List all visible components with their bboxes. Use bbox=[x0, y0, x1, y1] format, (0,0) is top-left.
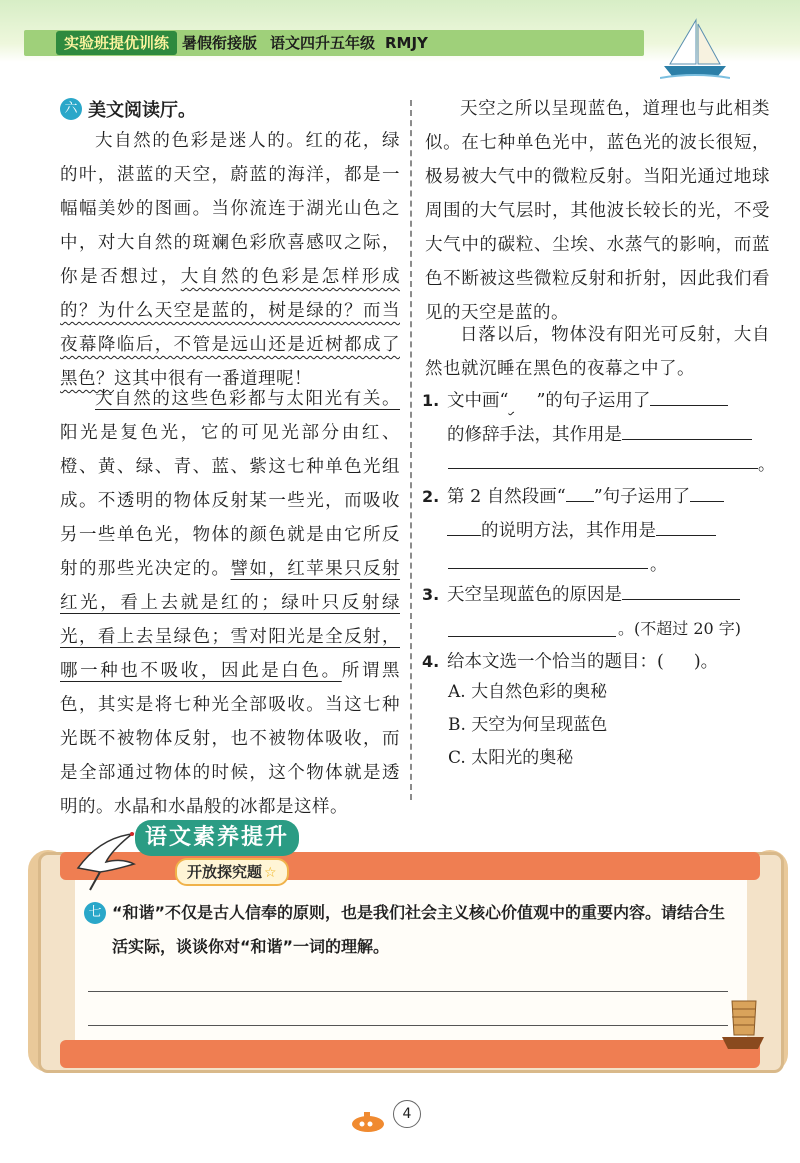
q1-answer-line[interactable] bbox=[448, 440, 758, 469]
column-divider bbox=[410, 100, 412, 800]
p1-wavy-sentence: 大自然的色彩是怎样形成的？为什么天空是蓝的，树是绿的？而当夜幕降临后，不管是远山还是近树都成了黑色？ bbox=[60, 267, 400, 389]
grade-label: 语文四升五年级 bbox=[270, 34, 376, 52]
section7-question: “和谐”不仅是古人信奉的原则，也是我们社会主义核心价值观中的重要内容。请结合生活实际，谈谈你对“和谐”一词的理解。 bbox=[112, 903, 726, 956]
p2-underlined-1: 大自然的这些色彩都与太阳光有关。 bbox=[95, 389, 400, 409]
q2-blank-3[interactable] bbox=[656, 534, 716, 536]
q2-underline-mark bbox=[566, 500, 594, 502]
q2-blank-1[interactable] bbox=[690, 500, 724, 502]
q1-text-b: ”的句子运用了 bbox=[536, 391, 651, 411]
article-paragraph-3: 天空之所以呈现蓝色，道理也与此相类似。在七种单色光中，蓝色光的波长很短，极易被大气中的微粒反射。当阳光通过地球周围的大气层时，其他波长较长的光，不受大气中的碳粒、尘埃、水蒸气的影响，而蓝色不断被这些微粒反射和折射，因此我们看见的天空是蓝的。 bbox=[425, 99, 770, 323]
q4-option-b[interactable]: B. 天空为何呈现蓝色 bbox=[448, 715, 608, 735]
junk-boat-icon bbox=[718, 995, 768, 1055]
q1-blank-1[interactable] bbox=[650, 404, 728, 406]
code-label: RMJY bbox=[385, 34, 428, 52]
article-paragraph-2 bbox=[60, 382, 400, 824]
q2-text-b: ”句子运用了 bbox=[593, 487, 691, 507]
section7-badge: 七 bbox=[84, 902, 106, 924]
scroll-bottom-band bbox=[60, 1040, 760, 1068]
p1-text-a: 大自然的色彩是迷人的。红的花，绿的叶，湛蓝的天空，蔚蓝的海洋，都是一幅幅美妙的图画。当你流连于湖光山色之中，对大自然的斑斓色彩欣喜感叹之际，你是否想过， bbox=[60, 131, 400, 287]
q4-number: 4. bbox=[422, 652, 440, 671]
answer-line-2[interactable] bbox=[88, 1024, 728, 1026]
q4-text-a: 给本文选一个恰当的题目：( bbox=[447, 652, 664, 672]
p2-text-b: 所谓黑色，其实是将七种光全部吸收。当这七种光既不被物体反射，也不被物体吸收，而是全部通过物体的时候，这个物体就是透明的。水晶和水晶般的冰都是这样。 bbox=[60, 661, 400, 817]
q2-blank-2[interactable] bbox=[447, 534, 481, 536]
q2-answer-line[interactable] bbox=[448, 540, 648, 569]
q3-blank-1[interactable] bbox=[622, 598, 740, 600]
section6-title: 美文阅读厅。 bbox=[88, 100, 196, 121]
q3-number: 3. bbox=[422, 585, 440, 604]
q3-answer-line[interactable] bbox=[448, 608, 616, 637]
question-4 bbox=[422, 645, 775, 679]
article-paragraph-1 bbox=[60, 124, 400, 396]
banner-subtitle bbox=[175, 858, 289, 886]
article-paragraph-4: 日落以后，物体没有阳光可反射，大自然也就沉睡在黑色的夜幕之中了。 bbox=[425, 325, 770, 379]
q1-number: 1. bbox=[422, 391, 440, 410]
q2-end-mark: 。 bbox=[650, 555, 667, 575]
p2-text-a: 阳光是复色光，它的可见光部分由红、橙、黄、绿、青、蓝、紫这七种单色光组成。不透明的物体反射某一些光，而吸收另一些单色光，物体的颜色就是由它所反射的那些光决定的。 bbox=[60, 423, 400, 579]
crane-icon bbox=[70, 828, 140, 898]
answer-line-1[interactable] bbox=[88, 990, 728, 992]
p2-underlined-2: 譬如，红苹果只反射红光，看上去就是红的；绿叶只反射绿光，看上去呈绿色；雪对阳光是全反射，哪一种也不吸收，因此是白色。 bbox=[60, 559, 401, 681]
q3-text-a: 天空呈现蓝色的原因是 bbox=[447, 585, 622, 605]
q4-text-b: )。 bbox=[693, 652, 719, 672]
q3-note: 。(不超过 20 字) bbox=[618, 619, 742, 638]
banner-subtitle-text: 开放探究题 bbox=[187, 863, 263, 881]
banner-title: 语文素养提升 bbox=[135, 820, 299, 856]
q4-option-a[interactable]: A. 大自然色彩的奥秘 bbox=[448, 682, 608, 702]
q2-text-c: 的说明方法，其作用是 bbox=[481, 521, 656, 541]
page-number: 4 bbox=[393, 1100, 421, 1128]
q1-text-c: 的修辞手法，其作用是 bbox=[447, 425, 622, 445]
scroll-top-band bbox=[60, 852, 760, 880]
q2-number: 2. bbox=[422, 487, 440, 506]
q1-end-mark: 。 bbox=[758, 455, 775, 475]
star-icon: ☆ bbox=[264, 865, 277, 881]
section6-badge: 六 bbox=[60, 98, 82, 120]
q1-wavy-mark bbox=[508, 384, 536, 418]
question-3 bbox=[422, 578, 775, 612]
submarine-icon bbox=[346, 1108, 388, 1134]
edition-label: 暑假衔接版 bbox=[182, 34, 258, 52]
q1-text-a: 文中画“ bbox=[447, 391, 509, 411]
brand-label: 实验班提优训练 bbox=[56, 31, 177, 55]
p1-text-b: 这其中很有一番道理呢！ bbox=[114, 369, 312, 389]
sailboat-icon bbox=[660, 14, 730, 84]
section6-heading bbox=[60, 96, 196, 122]
question-2 bbox=[422, 480, 775, 548]
q2-text-a: 第 2 自然段画“ bbox=[447, 487, 566, 507]
q4-option-c[interactable]: C. 太阳光的奥秘 bbox=[448, 748, 574, 768]
